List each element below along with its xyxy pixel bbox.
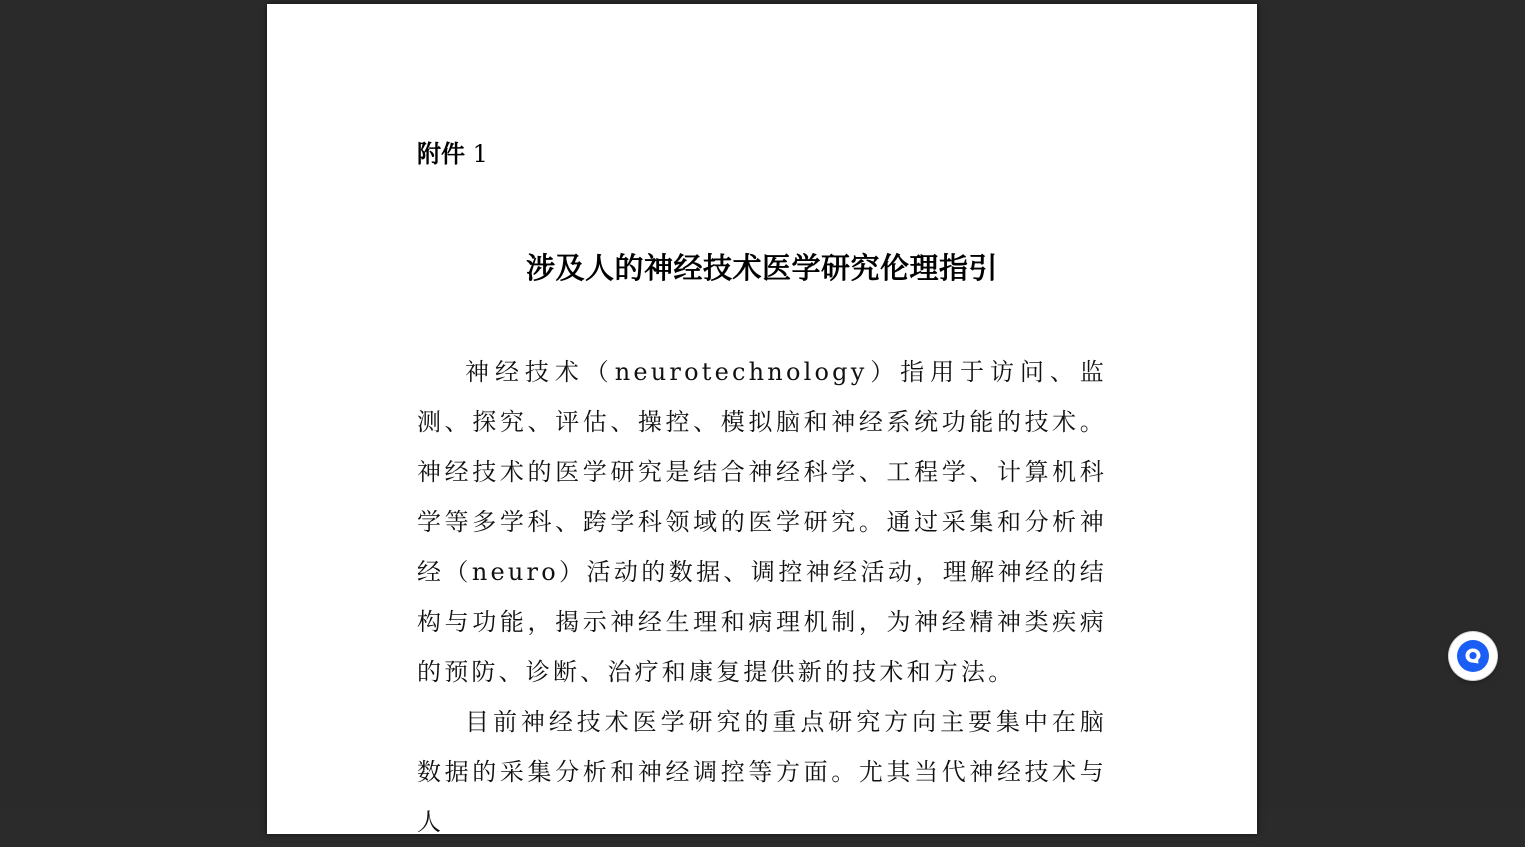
attachment-number: 1 (465, 140, 488, 168)
document-page (267, 4, 1257, 834)
attachment-label: 附件 (417, 139, 465, 168)
chat-bubble-icon (1463, 646, 1483, 666)
paragraph-2: 目前神经技术医学研究的重点研究方向主要集中在脑数据的采集分析和神经调控等方面。尤其当代神经技术与人 (417, 708, 1107, 836)
attachment-heading (417, 138, 488, 170)
assistant-chat-button[interactable] (1449, 632, 1497, 680)
document-title: 涉及人的神经技术医学研究伦理指引 (525, 251, 998, 285)
paragraph-1: 神经技术（neurotechnology）指用于访问、监测、探究、评估、操控、模拟脑和神经系统功能的技术。神经技术的医学研究是结合神经科学、工程学、计算机科学等多学科、跨学科领域的医学研究。通过采集和分析神经（neuro）活动的数据、调控神经活动，理解神经的结构与功能，揭示神经生理和病理机制，为神经精神类疾病的预防、诊断、治疗和康复提供新的技术和方法。 (417, 358, 1107, 686)
document-body (417, 347, 1107, 847)
assistant-icon-circle (1457, 640, 1489, 672)
